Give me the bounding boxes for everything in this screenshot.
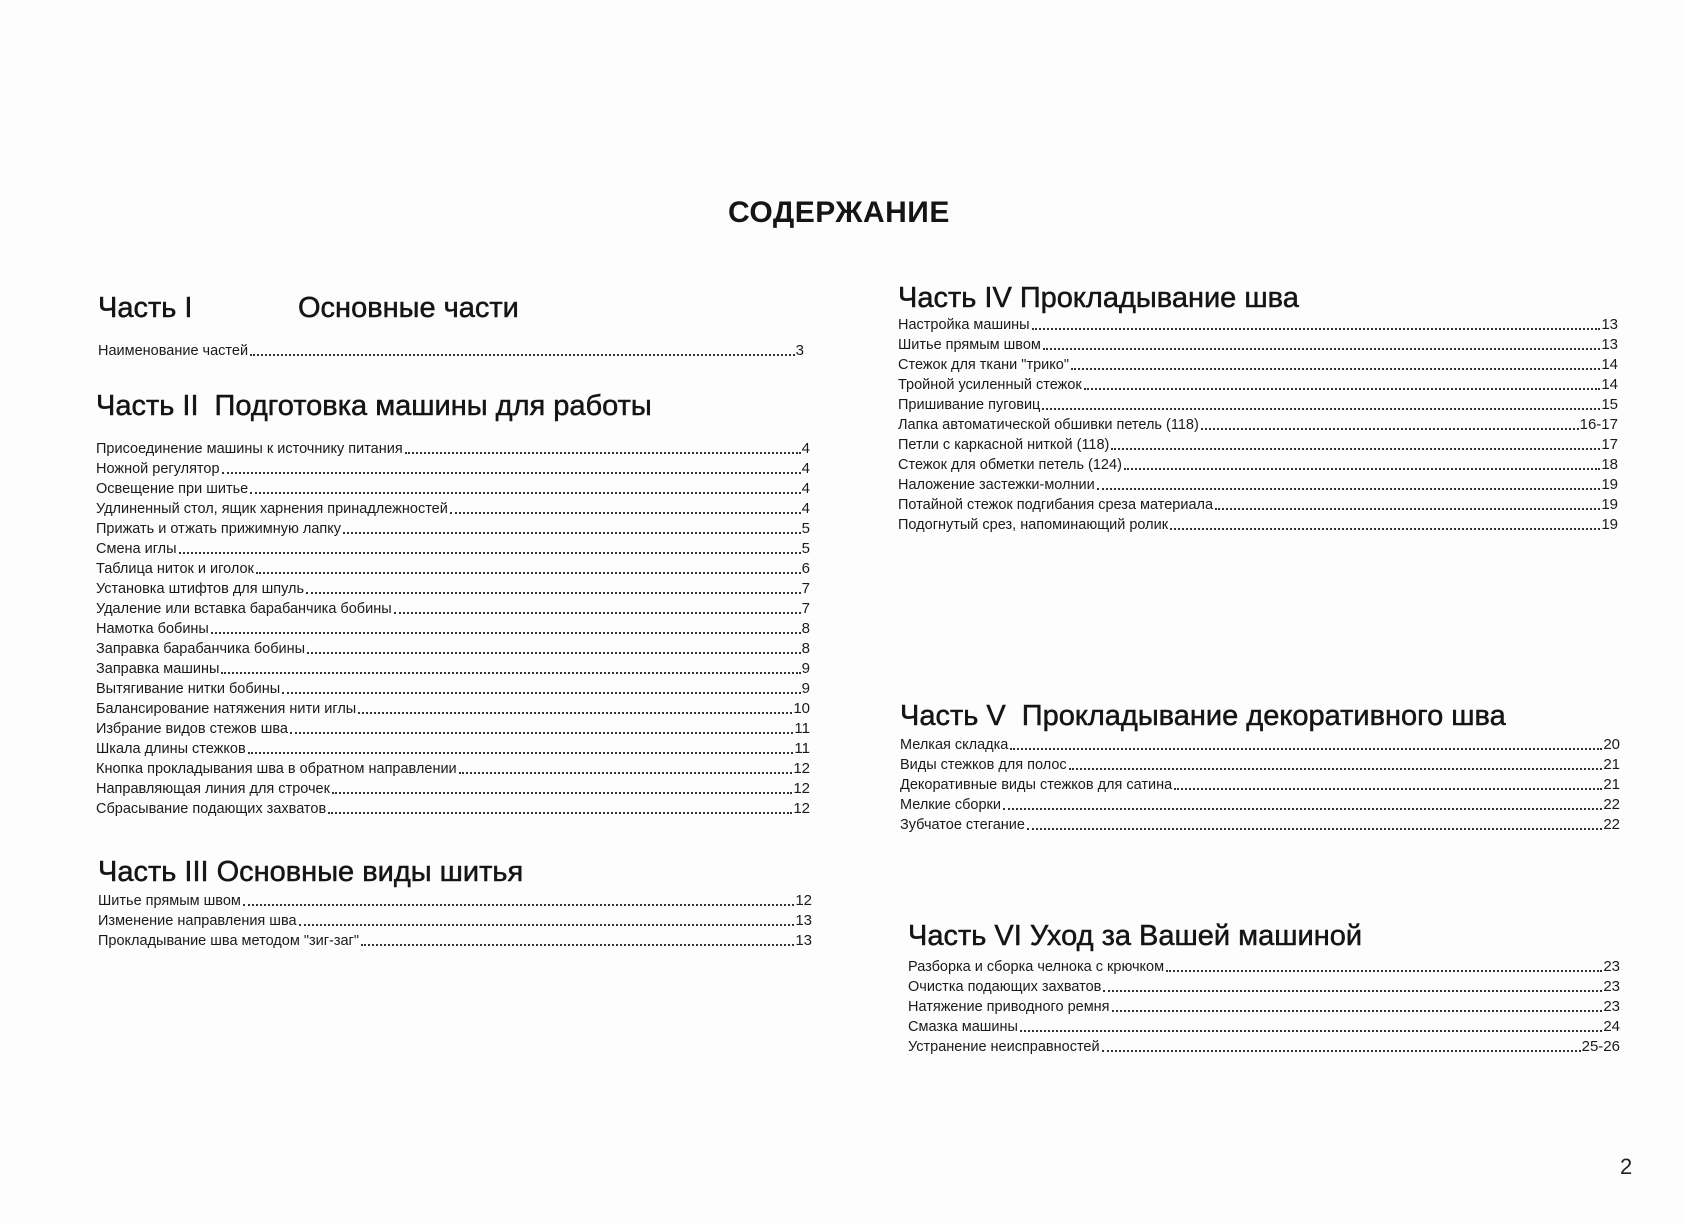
toc-entry-page: 23 bbox=[1603, 978, 1620, 995]
toc-entry-label: Избрание видов стежов шва bbox=[96, 721, 288, 737]
toc-entry bbox=[96, 479, 810, 499]
toc-entry-page: 11 bbox=[794, 740, 810, 757]
toc-entry bbox=[908, 977, 1620, 997]
toc-entry bbox=[98, 911, 812, 931]
toc-entry bbox=[98, 931, 812, 951]
toc-entry-label: Зубчатое стегание bbox=[900, 817, 1025, 833]
toc-entry-page: 12 bbox=[793, 760, 810, 777]
dot-leader bbox=[1003, 807, 1602, 810]
dot-leader bbox=[450, 511, 801, 514]
toc-entry-label: Изменение направления шва bbox=[98, 913, 297, 929]
toc-entry-label: Вытягивание нитки бобины bbox=[96, 681, 281, 697]
dot-leader bbox=[306, 591, 801, 594]
toc-entry bbox=[96, 719, 810, 739]
toc-entry bbox=[908, 1017, 1620, 1037]
toc-entry bbox=[96, 619, 810, 639]
entry-list bbox=[98, 341, 804, 361]
dot-leader bbox=[179, 551, 801, 554]
toc-entry-page: 13 bbox=[1601, 316, 1618, 333]
section-heading bbox=[900, 700, 1620, 733]
section-title: Прокладывание декоративного шва bbox=[1021, 700, 1506, 732]
toc-entry bbox=[898, 355, 1618, 375]
toc-entry-page: 11 bbox=[794, 720, 810, 737]
toc-entry-page: 9 bbox=[801, 680, 810, 697]
dot-leader bbox=[343, 531, 801, 534]
toc-entry bbox=[96, 519, 810, 539]
section-part-1 bbox=[98, 292, 804, 361]
toc-entry-label: Разборка и сборка челнока с крючком bbox=[908, 959, 1165, 975]
toc-entry-page: 12 bbox=[793, 800, 810, 817]
toc-entry-label: Мелкие сборки bbox=[900, 797, 1001, 813]
toc-entry-page: 10 bbox=[793, 700, 810, 717]
part-number: Часть IV bbox=[898, 282, 1012, 314]
dot-leader bbox=[1032, 327, 1601, 330]
toc-entry-label: Лапка автоматической обшивки петель (118) bbox=[898, 417, 1199, 433]
dot-leader bbox=[1084, 387, 1601, 390]
toc-entry-page: 12 bbox=[793, 780, 810, 797]
section-title: Прокладывание шва bbox=[1019, 282, 1299, 314]
dot-leader bbox=[250, 353, 795, 356]
toc-entry-page: 7 bbox=[801, 580, 810, 597]
toc-entry-page: 9 bbox=[801, 660, 810, 677]
dot-leader bbox=[358, 711, 792, 714]
toc-entry-page: 8 bbox=[801, 640, 810, 657]
section-part-4 bbox=[898, 282, 1618, 535]
toc-entry-page: 19 bbox=[1601, 516, 1618, 533]
toc-entry-page: 5 bbox=[801, 540, 810, 557]
toc-entry bbox=[98, 891, 812, 911]
toc-entry bbox=[900, 755, 1620, 775]
toc-entry-label: Смена иглы bbox=[96, 541, 177, 557]
section-title: Основные виды шитья bbox=[216, 856, 524, 888]
toc-entry-page: 24 bbox=[1603, 1018, 1620, 1035]
toc-entry-label: Направляющая линия для строчек bbox=[96, 781, 330, 797]
toc-entry-label: Шкала длины стежков bbox=[96, 741, 246, 757]
toc-entry-label: Стежок для обметки петель (124) bbox=[898, 457, 1122, 473]
toc-entry-label: Удлиненный стол, ящик харнения принадлежностей bbox=[96, 501, 448, 517]
dot-leader bbox=[1071, 367, 1600, 370]
entry-list bbox=[898, 315, 1618, 535]
section-part-5 bbox=[900, 700, 1620, 835]
dot-leader bbox=[1111, 447, 1600, 450]
part-number: Часть VI bbox=[908, 920, 1022, 952]
dot-leader bbox=[290, 731, 793, 734]
entry-list bbox=[908, 957, 1620, 1057]
toc-entry-page: 3 bbox=[795, 342, 804, 359]
toc-entry-page: 20 bbox=[1603, 736, 1620, 753]
entry-list bbox=[98, 891, 812, 951]
toc-entry-label: Ножной регулятор bbox=[96, 461, 220, 477]
toc-entry-label: Намотка бобины bbox=[96, 621, 209, 637]
toc-entry-label: Пришивание пуговиц bbox=[898, 397, 1041, 413]
dot-leader bbox=[1069, 767, 1603, 770]
toc-entry-page: 18 bbox=[1601, 456, 1618, 473]
dot-leader bbox=[1043, 347, 1600, 350]
toc-entry-label: Удаление или вставка барабанчика бобины bbox=[96, 601, 392, 617]
toc-entry bbox=[908, 1037, 1620, 1057]
toc-entry bbox=[96, 679, 810, 699]
toc-entry bbox=[900, 815, 1620, 835]
toc-entry-page: 25-26 bbox=[1581, 1038, 1620, 1055]
dot-leader bbox=[256, 571, 801, 574]
toc-entry bbox=[96, 639, 810, 659]
section-part-3 bbox=[98, 856, 812, 951]
toc-entry bbox=[898, 335, 1618, 355]
toc-entry bbox=[898, 395, 1618, 415]
toc-entry bbox=[900, 795, 1620, 815]
toc-entry bbox=[96, 579, 810, 599]
toc-entry-label: Мелкая складка bbox=[900, 737, 1009, 753]
toc-entry-label: Балансирование натяжения нити иглы bbox=[96, 701, 357, 717]
toc-entry-label: Наименование частей bbox=[98, 343, 249, 359]
toc-entry bbox=[96, 499, 810, 519]
toc-entry-page: 23 bbox=[1603, 998, 1620, 1015]
section-title: Подготовка машины для работы bbox=[214, 390, 652, 422]
dot-leader bbox=[1097, 487, 1601, 490]
toc-entry-page: 22 bbox=[1603, 796, 1620, 813]
dot-leader bbox=[299, 923, 795, 926]
toc-entry bbox=[900, 735, 1620, 755]
toc-entry-label: Устранение неисправностей bbox=[908, 1039, 1100, 1055]
section-heading bbox=[898, 282, 1618, 315]
toc-entry-label: Потайной стежок подгибания среза материала bbox=[898, 497, 1214, 513]
toc-entry-label: Стежок для ткани "трико" bbox=[898, 357, 1069, 373]
dot-leader bbox=[221, 671, 800, 674]
toc-entry-label: Освещение при шитье bbox=[96, 481, 249, 497]
dot-leader bbox=[1166, 969, 1602, 972]
section-heading bbox=[96, 390, 810, 423]
toc-entry bbox=[898, 315, 1618, 335]
entry-list bbox=[900, 735, 1620, 835]
toc-entry bbox=[96, 459, 810, 479]
dot-leader bbox=[1102, 1049, 1581, 1052]
toc-entry-page: 5 bbox=[801, 520, 810, 537]
dot-leader bbox=[1027, 827, 1602, 830]
dot-leader bbox=[1020, 1029, 1602, 1032]
section-part-2 bbox=[96, 390, 810, 819]
part-number: Часть V bbox=[900, 700, 1006, 732]
toc-entry-label: Таблица ниток и иголок bbox=[96, 561, 254, 577]
toc-entry-page: 16-17 bbox=[1579, 416, 1618, 433]
dot-leader bbox=[250, 491, 800, 494]
toc-entry-page: 13 bbox=[1601, 336, 1618, 353]
toc-entry bbox=[96, 799, 810, 819]
dot-leader bbox=[459, 771, 793, 774]
toc-entry-label: Заправка машины bbox=[96, 661, 220, 677]
dot-leader bbox=[222, 471, 801, 474]
toc-entry-page: 19 bbox=[1601, 476, 1618, 493]
entry-list bbox=[96, 439, 810, 819]
toc-entry bbox=[96, 539, 810, 559]
toc-entry-page: 21 bbox=[1603, 756, 1620, 773]
toc-entry-label: Подогнутый срез, напоминающий ролик bbox=[898, 517, 1169, 533]
toc-entry bbox=[908, 957, 1620, 977]
toc-entry bbox=[96, 659, 810, 679]
toc-entry bbox=[96, 759, 810, 779]
toc-entry-page: 14 bbox=[1601, 356, 1618, 373]
page-number: 2 bbox=[1620, 1154, 1633, 1179]
toc-entry-label: Прокладывание шва методом "зиг-заг" bbox=[98, 933, 359, 949]
toc-entry-page: 21 bbox=[1603, 776, 1620, 793]
dot-leader bbox=[307, 651, 801, 654]
part-number: Часть III bbox=[98, 856, 209, 888]
toc-entry bbox=[898, 515, 1618, 535]
toc-entry bbox=[98, 341, 804, 361]
dot-leader bbox=[1112, 1009, 1603, 1012]
dot-leader bbox=[1103, 989, 1602, 992]
toc-entry bbox=[898, 495, 1618, 515]
toc-entry-label: Шитье прямым швом bbox=[98, 893, 241, 909]
toc-entry-label: Наложение застежки-молнии bbox=[898, 477, 1095, 493]
toc-entry-label: Установка штифтов для шпуль bbox=[96, 581, 305, 597]
dot-leader bbox=[1042, 407, 1600, 410]
dot-leader bbox=[282, 691, 800, 694]
toc-entry-label: Шитье прямым швом bbox=[898, 337, 1041, 353]
toc-entry-page: 15 bbox=[1601, 396, 1618, 413]
section-title: Основные части bbox=[298, 292, 519, 324]
toc-entry-page: 7 bbox=[801, 600, 810, 617]
toc-entry-page: 19 bbox=[1601, 496, 1618, 513]
toc-entry-label: Натяжение приводного ремня bbox=[908, 999, 1110, 1015]
toc-entry bbox=[96, 439, 810, 459]
toc-entry bbox=[898, 435, 1618, 455]
toc-entry bbox=[96, 699, 810, 719]
toc-entry-page: 4 bbox=[801, 460, 810, 477]
toc-entry-label: Сбрасывание подающих захватов bbox=[96, 801, 327, 817]
dot-leader bbox=[361, 943, 794, 946]
section-heading bbox=[908, 920, 1620, 953]
toc-entry-label: Настройка машины bbox=[898, 317, 1030, 333]
toc-entry-label: Очистка подающих захватов bbox=[908, 979, 1102, 995]
toc-entry bbox=[900, 775, 1620, 795]
dot-leader bbox=[332, 791, 792, 794]
toc-entry-page: 13 bbox=[795, 932, 812, 949]
toc-entry bbox=[898, 415, 1618, 435]
dot-leader bbox=[1124, 467, 1600, 470]
toc-entry bbox=[898, 455, 1618, 475]
toc-entry-page: 14 bbox=[1601, 376, 1618, 393]
toc-entry bbox=[96, 739, 810, 759]
dot-leader bbox=[248, 751, 794, 754]
toc-entry bbox=[898, 475, 1618, 495]
toc-entry-page: 12 bbox=[795, 892, 812, 909]
toc-entry bbox=[898, 375, 1618, 395]
toc-entry bbox=[96, 599, 810, 619]
section-heading bbox=[98, 292, 804, 325]
toc-entry-label: Присоединение машины к источнику питания bbox=[96, 441, 403, 457]
section-title: Уход за Вашей машиной bbox=[1029, 920, 1363, 952]
toc-entry bbox=[908, 997, 1620, 1017]
dot-leader bbox=[211, 631, 801, 634]
dot-leader bbox=[1170, 527, 1600, 530]
toc-entry-page: 4 bbox=[801, 480, 810, 497]
dot-leader bbox=[394, 611, 801, 614]
toc-entry-page: 8 bbox=[801, 620, 810, 637]
toc-entry bbox=[96, 559, 810, 579]
page-title: СОДЕРЖАНИЕ bbox=[728, 196, 950, 229]
toc-entry-page: 17 bbox=[1601, 436, 1618, 453]
toc-entry-label: Смазка машины bbox=[908, 1019, 1018, 1035]
toc-entry-label: Прижать и отжать прижимную лапку bbox=[96, 521, 341, 537]
section-heading bbox=[98, 856, 812, 889]
toc-entry-page: 22 bbox=[1603, 816, 1620, 833]
toc-entry-page: 23 bbox=[1603, 958, 1620, 975]
part-number: Часть I bbox=[98, 292, 193, 324]
part-number: Часть II bbox=[96, 390, 199, 422]
toc-entry-page: 4 bbox=[801, 500, 810, 517]
toc-entry-label: Тройной усиленный стежок bbox=[898, 377, 1082, 393]
toc-entry-label: Декоративные виды стежков для сатина bbox=[900, 777, 1173, 793]
toc-entry-page: 6 bbox=[801, 560, 810, 577]
dot-leader bbox=[1201, 427, 1579, 430]
dot-leader bbox=[1215, 507, 1600, 510]
toc-entry-page: 13 bbox=[795, 912, 812, 929]
toc-entry bbox=[96, 779, 810, 799]
dot-leader bbox=[243, 903, 794, 906]
toc-entry-label: Виды стежков для полос bbox=[900, 757, 1067, 773]
dot-leader bbox=[328, 811, 792, 814]
toc-entry-label: Кнопка прокладывания шва в обратном направлении bbox=[96, 761, 457, 777]
section-part-6 bbox=[908, 920, 1620, 1057]
dot-leader bbox=[1174, 787, 1602, 790]
toc-entry-label: Петли с каркасной ниткой (118) bbox=[898, 437, 1110, 453]
toc-entry-page: 4 bbox=[801, 440, 810, 457]
dot-leader bbox=[405, 451, 801, 454]
dot-leader bbox=[1010, 747, 1602, 750]
toc-entry-label: Заправка барабанчика бобины bbox=[96, 641, 306, 657]
